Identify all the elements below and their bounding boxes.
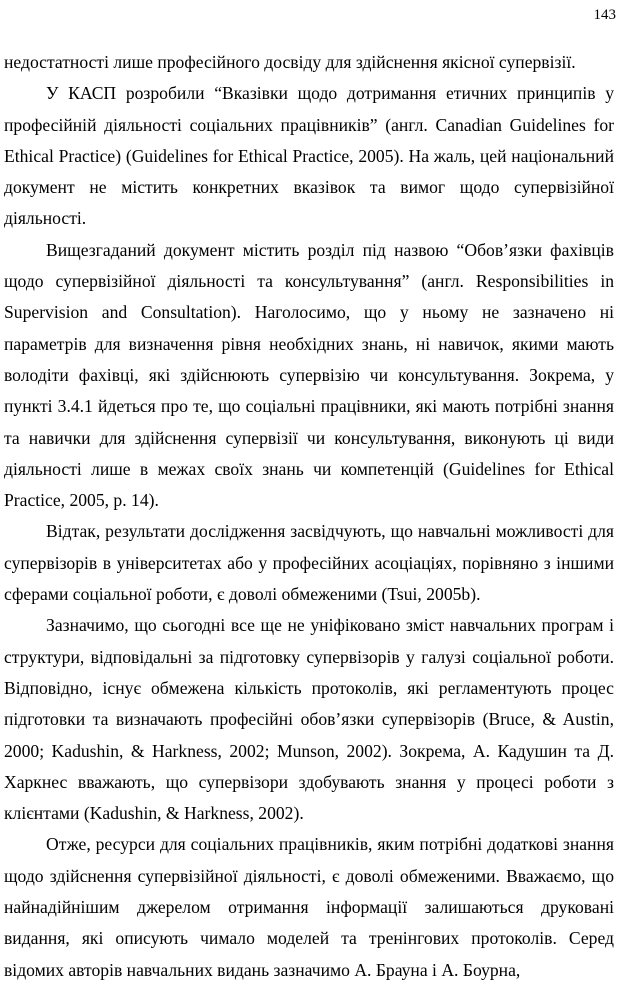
paragraph-research-results: Відтак, результати дослідження засвідчують, що навчальні можливості для супервізорів в університетах або у професійних асоціаціях, порівняно з іншими сферами соціальної роботи, є доволі обмеженими (Tsui, 2005b). [4, 521, 614, 605]
paragraph-resources: Отже, ресурси для соціальних працівників, яким потрібні додаткові знання щодо здійснення супервізійної діяльності, є доволі обмеженими. Вважаємо, що найнадійнішим джерелом отримання інформації залишаються друковані видання, які описують чимало моделей та тренінгових протоколів. Серед відомих авторів навчальних видань зазначимо А. Брауна і А. Боурна, [4, 834, 614, 980]
document-body [4, 47, 614, 986]
paragraph-responsibilities: Вищезгаданий документ містить розділ під назвою “Обов’язки фахівців щодо супервізійної діяльності та консультування” (англ. Responsibilities in Supervision and Consultation). Наголосимо, що у ньому не зазначено ні параметрів для визначення рівня необхідних знань, ні навичок, якими мають володіти фахівці, які здійснюють супервізію чи консультування. Зокрема, у пункті 3.4.1 йдеться про те, що соціальні працівники, які мають потрібні знання та навички для здійснення супервізії чи консультування, виконують ці види діяльності лише в межах своїх знань чи компетенцій (Guidelines for Ethical Practice, 2005, p. 14). [4, 239, 614, 511]
paragraph-kasp-guidelines: У КАСП розробили “Вказівки щодо дотримання етичних принципів у професійній діяльності соціальних працівників” (англ. Canadian Guidelines for Ethical Practice) (Guidelines for Ethical Practice, 2005). На жаль, цей національний документ не містить конкретних вказівок та вимог щодо супервізійної діяльності. [4, 83, 614, 229]
paragraph-training-programs: Зазначимо, що сьогодні все ще не уніфіковано зміст навчальних програм і структури, відповідальні за підготовку супервізорів у галузі соціальної роботи. Відповідно, існує обмежена кількість протоколів, які регламентують процес підготовки та визначають професійні обов’язки супервізорів (Bruce, & Austin, 2000; Kadushin, & Harkness, 2002; Munson, 2002). Зокрема, А. Кадушин та Д. Харкнес вважають, що супервізори здобувають знання у процесі роботи з клієнтами (Kadushin, & Harkness, 2002). [4, 615, 614, 824]
page-number: 143 [593, 7, 616, 23]
paragraph-continuation: недостатності лише професійного досвіду для здійснення якісної супервізії. [4, 52, 576, 72]
